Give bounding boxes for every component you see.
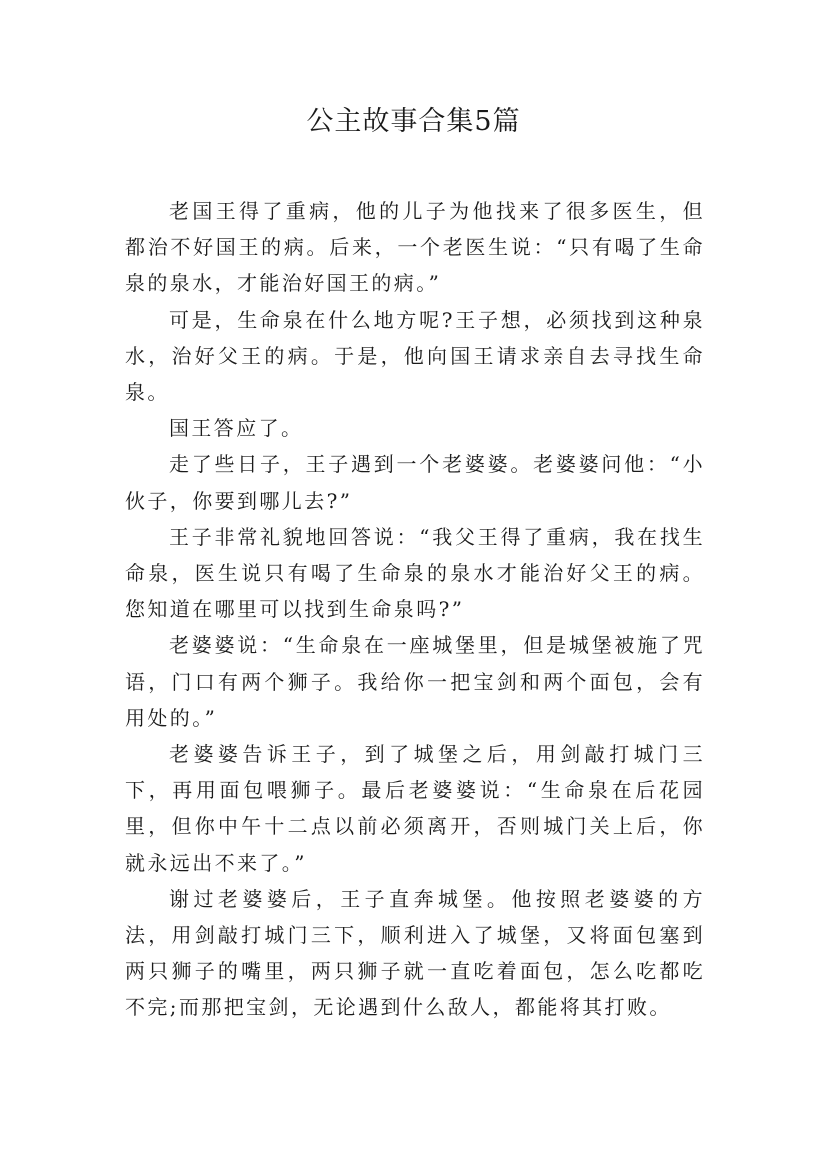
paragraph-7: 老婆婆告诉王子，到了城堡之后，用剑敲打城门三下，再用面包喂狮子。最后老婆婆说：“生命泉在后花园里，但你中午十二点以前必须离开，否则城门关上后，你就永远出不来了。” [125, 742, 705, 875]
paragraph-2: 可是，生命泉在什么地方呢?王子想，必须找到这种泉水，治好父王的病。于是，他向国王请求亲自去寻找生命泉。 [125, 307, 705, 405]
document-title: 公主故事合集5篇 [306, 106, 521, 137]
document-body [125, 193, 705, 1026]
paragraph-4: 走了些日子，王子遇到一个老婆婆。老婆婆问他：“小伙子，你要到哪儿去?” [125, 452, 705, 513]
paragraph-1: 老国王得了重病，他的儿子为他找来了很多医生，但都治不好国王的病。后来，一个老医生说：“只有喝了生命泉的泉水，才能治好国王的病。” [125, 199, 705, 296]
paragraph-5: 王子非常礼貌地回答说：“我父王得了重病，我在找生命泉，医生说只有喝了生命泉的泉水才能治好父王的病。您知道在哪里可以找到生命泉吗?” [125, 524, 705, 622]
paragraph-3: 国王答应了。 [169, 416, 304, 441]
paragraph-8: 谢过老婆婆后，王子直奔城堡。他按照老婆婆的方法，用剑敲打城门三下，顺利进入了城堡，又将面包塞到两只狮子的嘴里，两只狮子就一直吃着面包，怎么吃都吃不完;而那把宝剑，无论遇到什么敌人，都能将其打败。 [125, 886, 705, 1020]
paragraph-6: 老婆婆说：“生命泉在一座城堡里，但是城堡被施了咒语，门口有两个狮子。我给你一把宝剑和两个面包，会有用处的。” [125, 633, 705, 730]
